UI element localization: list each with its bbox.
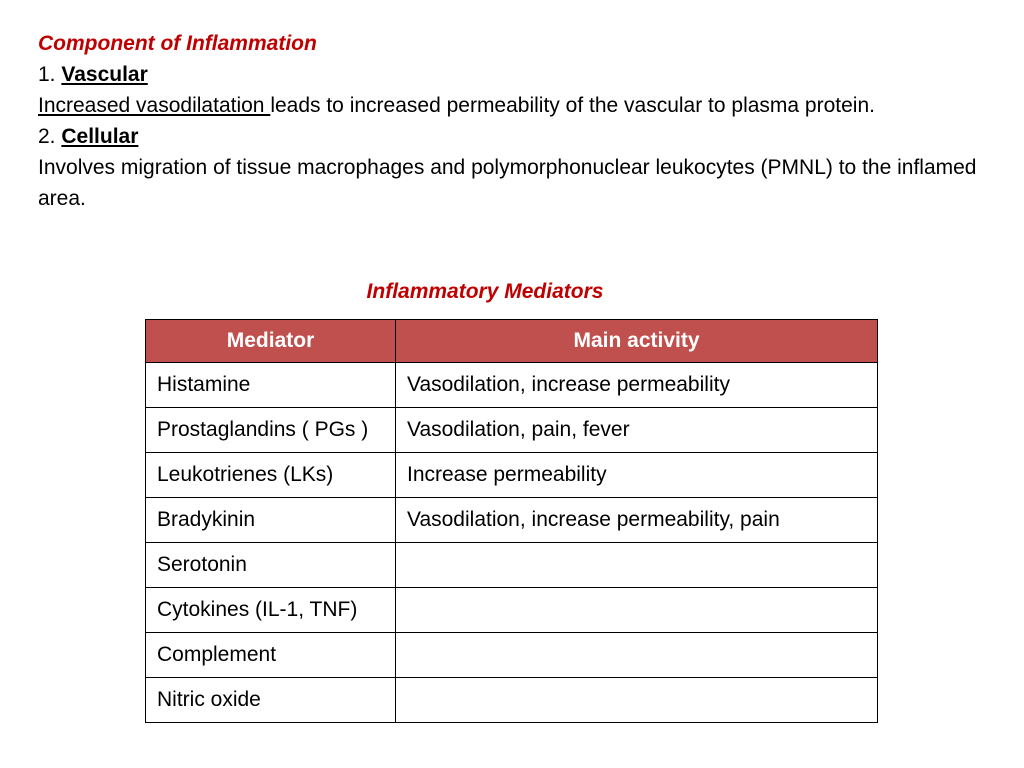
- table-row: [146, 678, 878, 723]
- activity-cell: Vasodilation, pain, fever: [396, 408, 878, 453]
- vascular-term: Vascular: [61, 63, 148, 86]
- table-row: [146, 363, 878, 408]
- cellular-number: 2.: [38, 125, 62, 148]
- mediator-cell: Histamine: [146, 363, 396, 408]
- column-header-main-activity: Main activity: [396, 320, 878, 363]
- vascular-underlined-phrase: Increased vasodilatation: [38, 94, 271, 117]
- table-row: [146, 588, 878, 633]
- column-header-mediator: Mediator: [146, 320, 396, 363]
- table-header-row: [146, 320, 878, 363]
- mediators-table: [145, 319, 878, 723]
- cellular-heading-line: [38, 121, 990, 152]
- table-row: [146, 408, 878, 453]
- mediator-cell: Prostaglandins ( PGs ): [146, 408, 396, 453]
- mediator-cell: Serotonin: [146, 543, 396, 588]
- mediator-cell: Complement: [146, 633, 396, 678]
- table-row: [146, 453, 878, 498]
- mediator-cell: Nitric oxide: [146, 678, 396, 723]
- mediator-cell: Leukotrienes (LKs): [146, 453, 396, 498]
- slide-title: Component of Inflammation: [38, 32, 317, 55]
- activity-cell: [396, 588, 878, 633]
- table-row: [146, 498, 878, 543]
- activity-cell: Vasodilation, increase permeability, pain: [396, 498, 878, 543]
- activity-cell: [396, 543, 878, 588]
- mediator-cell: Bradykinin: [146, 498, 396, 543]
- vascular-heading-line: [38, 59, 990, 90]
- activity-cell: Increase permeability: [396, 453, 878, 498]
- activity-cell: [396, 678, 878, 723]
- mediator-cell: Cytokines (IL-1, TNF): [146, 588, 396, 633]
- table-heading: Inflammatory Mediators: [366, 280, 604, 303]
- cellular-term: Cellular: [61, 125, 139, 148]
- activity-cell: Vasodilation, increase permeability: [396, 363, 878, 408]
- table-row: [146, 543, 878, 588]
- intro-text-block: [38, 28, 990, 214]
- vascular-description-line: [38, 90, 990, 121]
- vascular-description: leads to increased permeability of the vascular to plasma protein.: [270, 94, 875, 117]
- table-row: [146, 633, 878, 678]
- cellular-description: Involves migration of tissue macrophages and polymorphonuclear leukocytes (PMNL) to the inflamed area.: [38, 156, 977, 210]
- activity-cell: [396, 633, 878, 678]
- vascular-number: 1.: [38, 63, 62, 86]
